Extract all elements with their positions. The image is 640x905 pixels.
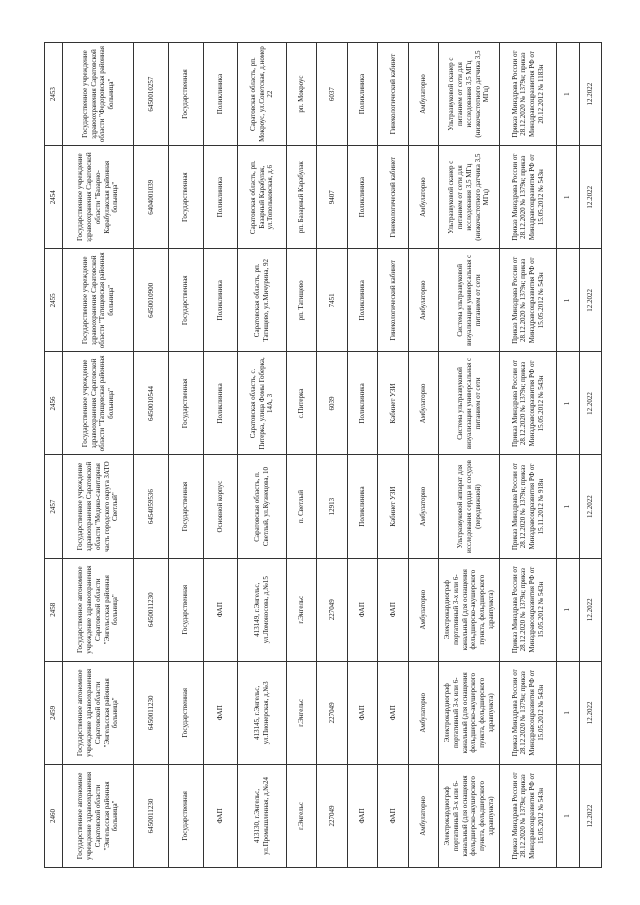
cell-date: 12.2022 [579,558,601,661]
cell-order: Приказ Минздрава России от 28.12.2020 № 1379н; приказ Минздравсоцразвития РФ от 20.12.2012 № 1183н [500,43,557,146]
cell-qty: 1 [557,455,579,558]
cell-population: 6039 [317,352,347,455]
cell-inn: 6450011230 [134,661,169,764]
cell-equipment: Система ультразвуковой визуализации универсальная с питанием от сети [439,249,500,352]
cell-order: Приказ Минздрава России от 28.12.2020 № 1379н; приказ Минздравсоцразвития РФ от 15.05.2012 № 543н [500,558,557,661]
cell-settlement: с.Питерка [286,352,316,455]
table-row-type [203,43,238,868]
table-row-org [63,43,134,868]
cell-qty: 1 [557,558,579,661]
cell-inn: 6454059536 [134,455,169,558]
cell-kind1: ФАП [347,764,377,867]
cell-order: Приказ Минздрава России от 28.12.2020 № 1379н; приказ Минздравсоцразвития РФ от 15.05.2012 № 543н [500,249,557,352]
cell-address: Саратовская область, рп. Базарный Карабулак, ул.Топольковская, д.6 [238,146,287,249]
cell-date: 12.2022 [579,455,601,558]
cell-category: Амбулаторно [408,455,438,558]
cell-id: 2455 [45,249,63,352]
cell-kind1: Поликлиника [347,146,377,249]
cell-settlement: рп. Базарный Карабулак [286,146,316,249]
cell-org: Государственное учреждение здравоохранения Саратовской области "Федоровская районная больница" [63,43,134,146]
cell-org: Государственное учреждение здравоохранения Саратовской области "Базарно-Карабулакская районная больница" [63,146,134,249]
cell-org: Государственное автономное учреждение здравоохранения Саратовской области "Энгельсская районная больница" [63,764,134,867]
cell-settlement: г.Энгельс [286,764,316,867]
cell-kind1: Поликлиника [347,352,377,455]
cell-ownership: Государственная [168,558,203,661]
cell-date: 12.2022 [579,249,601,352]
cell-type: Основной корпус [203,455,238,558]
cell-category: Амбулаторно [408,764,438,867]
cell-org: Государственное учреждение здравоохранения Саратовской области "Татищевская районная больница" [63,249,134,352]
cell-ownership: Государственная [168,352,203,455]
cell-kind1: Поликлиника [347,455,377,558]
cell-date: 12.2022 [579,352,601,455]
cell-kind2: Кабинет УЗИ [378,455,408,558]
cell-type: Поликлиника [203,43,238,146]
cell-population: 12913 [317,455,347,558]
cell-settlement: п. Светлый [286,455,316,558]
cell-address: Саратовская область, рп. Мокроус, ул.Советская, д.номер 22 [238,43,287,146]
cell-id: 2458 [45,558,63,661]
cell-id: 2457 [45,455,63,558]
cell-kind2: ФАП [378,558,408,661]
cell-address: Саратовская область, с. Питерка, улица Фомы Гоберка, 14А, 3 [238,352,287,455]
cell-category: Амбулаторно [408,249,438,352]
cell-address: 413149, г.Энгельс, ул.Ломоносова, д.№15 [238,558,287,661]
cell-kind1: ФАП [347,661,377,764]
cell-equipment: Электрокардиограф портативный 3-х или 6-канальный (для оснащения фельдшерско-акушерского пункта, фельдшерского здравпункта) [439,558,500,661]
cell-qty: 1 [557,146,579,249]
cell-order: Приказ Минздрава России от 28.12.2020 № 1379н; приказ Минздравсоцразвития РФ от 15.05.2012 № 543н [500,764,557,867]
cell-population: 7451 [317,249,347,352]
cell-type: Поликлиника [203,249,238,352]
cell-settlement: рп. Татищево [286,249,316,352]
table-row-population [317,43,347,868]
cell-type: Поликлиника [203,146,238,249]
cell-equipment: Электрокардиограф портативный 3-х или 6-канальный (для оснащения фельдшерско-акушерского пункта, фельдшерского здравпункта) [439,661,500,764]
cell-equipment: Ультразвуковой аппарат для исследования сердца и сосудов (передвижной) [439,455,500,558]
cell-qty: 1 [557,661,579,764]
cell-population: 6037 [317,43,347,146]
cell-ownership: Государственная [168,249,203,352]
cell-ownership: Государственная [168,661,203,764]
table-row-kind1 [347,43,377,868]
cell-kind2: ФАП [378,764,408,867]
cell-inn: 6404001039 [134,146,169,249]
table-row-category [408,43,438,868]
equipment-table [44,42,602,868]
cell-equipment: Ультразвуковой сканер с питанием от сети для исследования 3,5 МГц (низкочастотного датчика 3,5 МГц) [439,43,500,146]
cell-inn: 6450011230 [134,558,169,661]
table-row-inn [134,43,169,868]
cell-order: Приказ Минздрава России от 28.12.2020 № 1379н; приказ Минздравсоцразвития РФ от 15.05.2012 № 543н [500,146,557,249]
rotated-table-wrapper [44,42,602,868]
cell-category: Амбулаторно [408,43,438,146]
cell-ownership: Государственная [168,43,203,146]
cell-id: 2459 [45,661,63,764]
cell-address: Саратовская область, п. Светлый, ул.Кузнецова, 10 [238,455,287,558]
cell-kind2: Гинекологический кабинет [378,249,408,352]
cell-kind2: Кабинет УЗИ [378,352,408,455]
table-row-order [500,43,557,868]
cell-kind2: ФАП [378,661,408,764]
cell-date: 12.2022 [579,661,601,764]
table-row-date [579,43,601,868]
cell-equipment: Электрокардиограф портативный 3-х или 6-канальный (для оснащения фельдшерско-акушерского пункта, фельдшерского здравпункта) [439,764,500,867]
cell-inn: 6450010544 [134,352,169,455]
cell-qty: 1 [557,764,579,867]
table-row-kind2 [378,43,408,868]
cell-id: 2453 [45,43,63,146]
cell-population: 227049 [317,558,347,661]
cell-category: Амбулаторно [408,558,438,661]
cell-inn: 6450010257 [134,43,169,146]
cell-kind1: ФАП [347,558,377,661]
cell-population: 227049 [317,764,347,867]
cell-type: ФАП [203,558,238,661]
cell-kind1: Поликлиника [347,43,377,146]
table-row-ownership [168,43,203,868]
cell-org: Государственное автономное учреждение здравоохранения Саратовской области "Энгельсская районная больница" [63,558,134,661]
cell-settlement: г.Энгельс [286,558,316,661]
cell-type: ФАП [203,764,238,867]
cell-population: 9407 [317,146,347,249]
cell-kind2: Гинекологический кабинет [378,146,408,249]
cell-order: Приказ Минздрава России от 28.12.2020 № 1379н; приказ Минздравсоцразвития РФ от 15.05.2012 № 543н [500,352,557,455]
cell-category: Амбулаторно [408,661,438,764]
cell-order: Приказ Минздрава России от 28.12.2020 № 1379н; приказ Минздравсоцразвития РФ от 15.05.2012 № 543н [500,661,557,764]
cell-population: 227049 [317,661,347,764]
cell-type: ФАП [203,661,238,764]
cell-order: Приказ Минздрава России от 28.12.2020 № 1379н; приказ Минздравсоцразвития РФ от 15.11.2012 № 918н [500,455,557,558]
cell-ownership: Государственная [168,455,203,558]
table-row-settlement [286,43,316,868]
cell-address: Саратовская область, рп. Татищево, ул.Мичурина, 92 [238,249,287,352]
cell-id: 2460 [45,764,63,867]
cell-equipment: Система ультразвуковой визуализации универсальная с питанием от сети [439,352,500,455]
cell-id: 2456 [45,352,63,455]
cell-org: Государственное учреждение здравоохранения Саратовской области "Медико-санитарная часть городского округа ЗАТО Светлый" [63,455,134,558]
cell-address: 413145, г.Энгельс, ул.Пионерская, д.№3 [238,661,287,764]
table-row-qty [557,43,579,868]
cell-equipment: Ультразвуковой сканер с питанием от сети для исследования 3,5 МГц (низкочастотного датчика 3,5 МГц) [439,146,500,249]
cell-ownership: Государственная [168,764,203,867]
cell-ownership: Государственная [168,146,203,249]
cell-date: 12.2022 [579,764,601,867]
table-row-equipment [439,43,500,868]
cell-settlement: г.Энгельс [286,661,316,764]
cell-qty: 1 [557,43,579,146]
cell-category: Амбулаторно [408,352,438,455]
cell-qty: 1 [557,249,579,352]
table-row-address [238,43,287,868]
cell-org: Государственное автономное учреждение здравоохранения Саратовской области "Энгельсская районная больница" [63,661,134,764]
cell-category: Амбулаторно [408,146,438,249]
cell-date: 12.2022 [579,43,601,146]
cell-type: Поликлиника [203,352,238,455]
cell-address: 413130, г.Энгельс, ул.Промышленная, д.№24 [238,764,287,867]
cell-date: 12.2022 [579,146,601,249]
cell-id: 2454 [45,146,63,249]
cell-settlement: рп. Мокроус [286,43,316,146]
cell-kind2: Гинекологический кабинет [378,43,408,146]
cell-qty: 1 [557,352,579,455]
cell-inn: 6450010900 [134,249,169,352]
table-row-id [45,43,63,868]
cell-inn: 6450011230 [134,764,169,867]
cell-org: Государственное учреждение здравоохранения Саратовской области "Татищевская районная больница" [63,352,134,455]
cell-kind1: Поликлиника [347,249,377,352]
